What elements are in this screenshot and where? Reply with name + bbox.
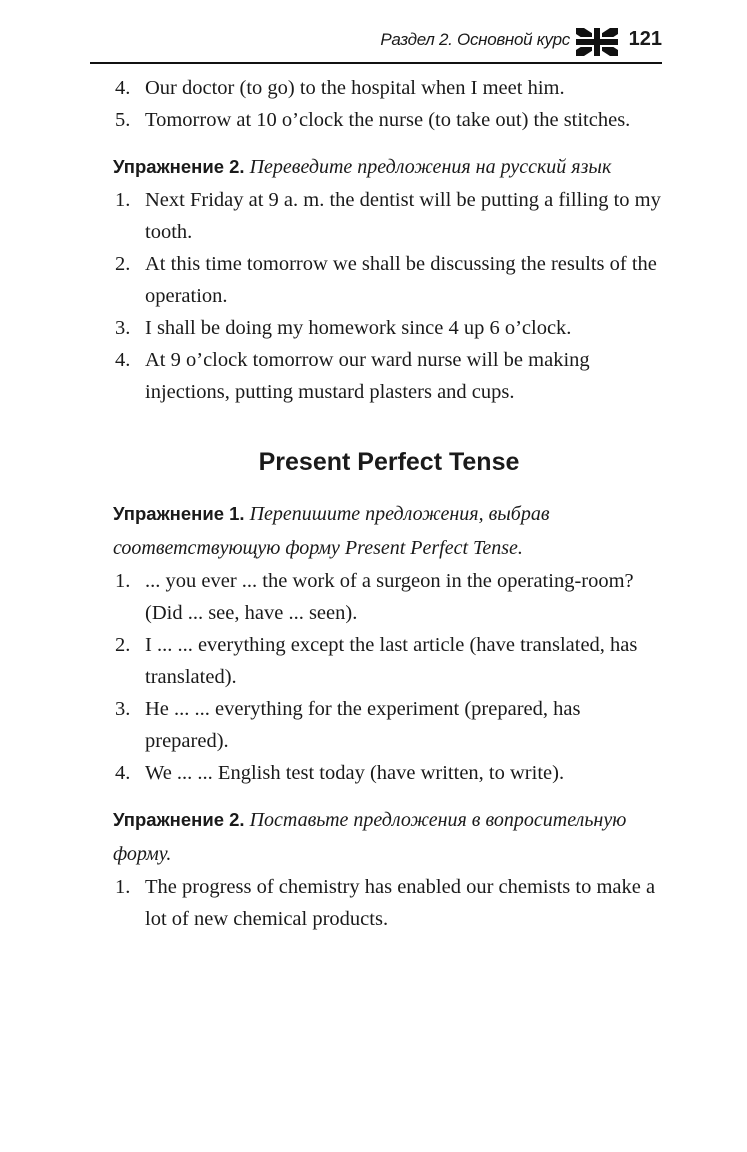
exercise-task: Переведите предложения на русский язык [249, 156, 612, 178]
list-item: 2. At this time tomorrow we shall be discussing the results of the operation. [115, 253, 657, 307]
exercise-heading [113, 497, 661, 565]
exercise-heading [113, 803, 661, 871]
exercise-list [115, 871, 663, 935]
list-item: 5. Tomorrow at 10 o’clock the nurse (to take out) the stitches. [115, 109, 631, 131]
running-header [90, 28, 662, 68]
list-item: 1. The progress of chemistry has enabled our chemists to make a lot of new chemical products. [115, 876, 656, 930]
list-item: 4. At 9 o’clock tomorrow our ward nurse will be making injections, putting mustard plasters and cups. [115, 349, 590, 403]
list-item: 3. He ... ... everything for the experiment (prepared, has prepared). [115, 698, 581, 752]
list-item: 4. Our doctor (to go) to the hospital when I meet him. [115, 77, 565, 99]
header-section-title: Раздел 2. Основной курс [380, 30, 570, 49]
exercise-heading [113, 150, 661, 184]
exercise-list [115, 565, 663, 789]
list-item: 1. ... you ever ... the work of a surgeon in the operating-room? (Did ... see, have ... seen). [115, 570, 634, 624]
uk-flag-icon [576, 28, 618, 56]
list-item: 1. Next Friday at 9 a. m. the dentist will be putting a filling to my tooth. [115, 189, 661, 243]
list-item: 3. I shall be doing my homework since 4 up 6 o’clock. [115, 317, 572, 339]
exercise-list [115, 184, 663, 408]
page-content [115, 72, 663, 935]
page-number: 121 [628, 28, 662, 50]
exercise-label: Упражнение 1. [113, 503, 245, 524]
header-rule [90, 62, 662, 64]
section-title: Present Perfect Tense [258, 448, 520, 476]
exercise-label: Упражнение 2. [113, 156, 245, 177]
exercise-task: Перепишите предложения, выбрав соответствующую форму Present Perfect Tense. [113, 503, 550, 559]
list-item: 4. We ... ... English test today (have written, to write). [115, 762, 565, 784]
exercise-task: Поставьте предложения в вопросительную форму. [113, 809, 627, 865]
list-block-1 [115, 72, 663, 136]
exercise-label: Упражнение 2. [113, 809, 245, 830]
list-item: 2. I ... ... everything except the last article (have translated, has translated). [115, 634, 638, 688]
